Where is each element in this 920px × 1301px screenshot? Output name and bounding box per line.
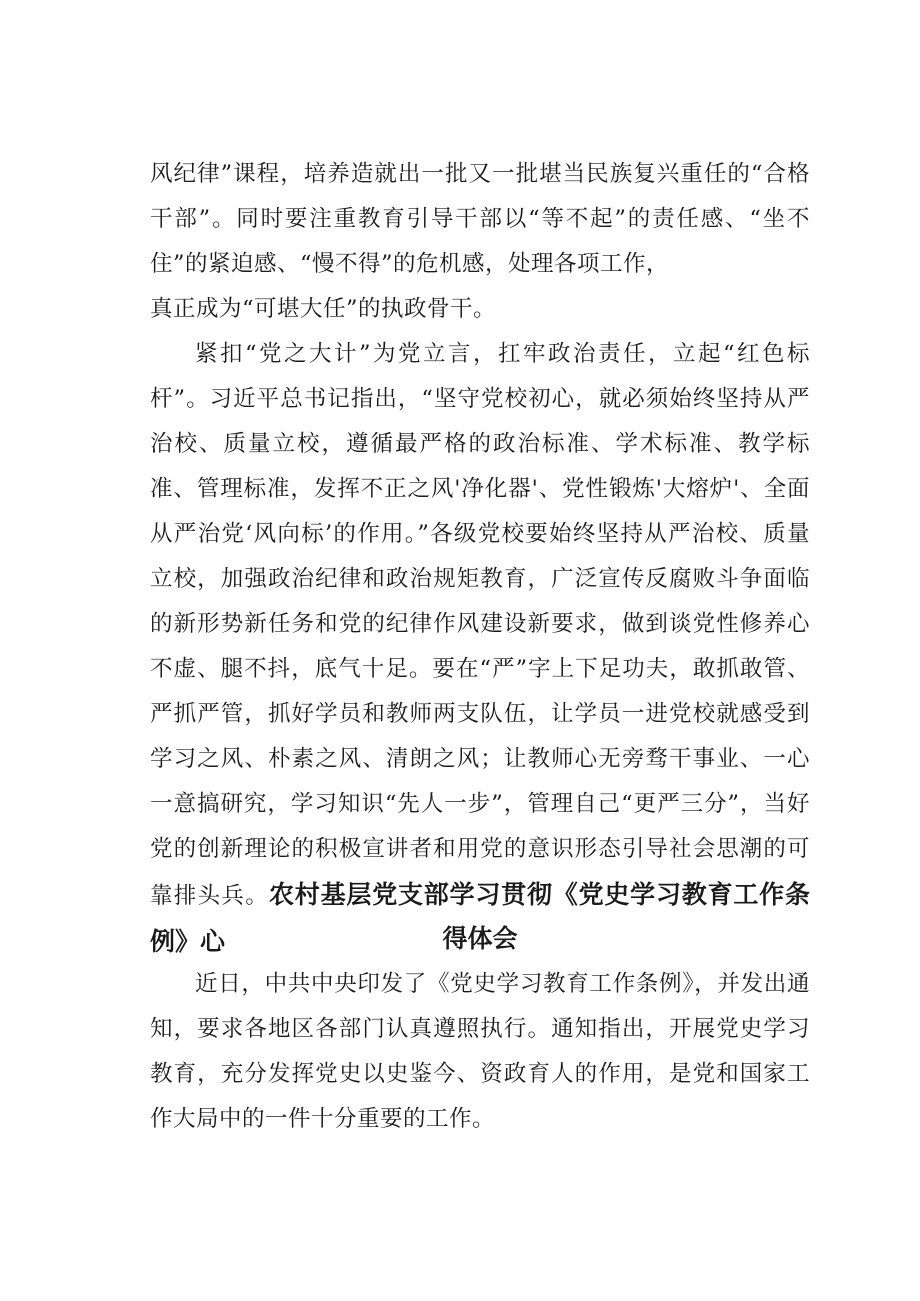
article-heading-part-2: 得体会 [442,924,518,953]
paragraph-1-text: 风纪律”课程，培养造就出一批又一批堪当民族复兴重任的“合格干部”。同时要注重教育引导干部以“等不起”的责任感、“坐不住”的紧迫感、“慢不得”的危机感，处理各项工作， [150,161,810,277]
paragraph-continued [150,152,810,332]
article-heading-part-1: 农村基层党支部学习贯彻《党史学习教育工作条例》心 [150,880,810,956]
paragraph-3: 近日，中共中央印发了《党史学习教育工作条例》，并发出通知，要求各地区各部门认真遵照执行。通知指出，开展党史学习教育，充分发挥党史以史鉴今、资政育人的作用，是党和国家工作大局中的一件十分重要的工作。 [150,971,810,1132]
paragraph-1-tail: 真正成为“可堪大任”的执政骨干。 [150,296,497,322]
paragraph-2 [150,332,810,966]
paragraph-2-text: 紧扣“党之大计”为党立言，扛牢政治责任，立起“红色标杆”。习近平总书记指出，“坚守党校初心，就必须始终坚持从严治校、质量立校，遵循最严格的政治标准、学术标准、教学标准、管理标准，发挥不正之风'净化器'、党性锻炼'大熔炉'、全面从严治党‘风向标’的作用。”各级党校要始终坚持从严治校、质量立校，加强政治纪律和政治规矩教育，广泛宣传反腐败斗争面临的新形势新任务和党的纪律作风建设新要求，做到谈党性修养心不虚、腿不抖，底气十足。要在“严”字上下足功夫，敢抓敢管、严抓严管，抓好学员和教师两支队伍，让学员一进党校就感受到学习之风、朴素之风、清朗之风；让教师心无旁骛干事业、一心一意搞研究，学习知识“先人一步”，管理自己“更严三分”，当好党的创新理论的积极宣讲者和用党的意识形态引导社会思潮的可靠排头兵。 [150,341,810,909]
